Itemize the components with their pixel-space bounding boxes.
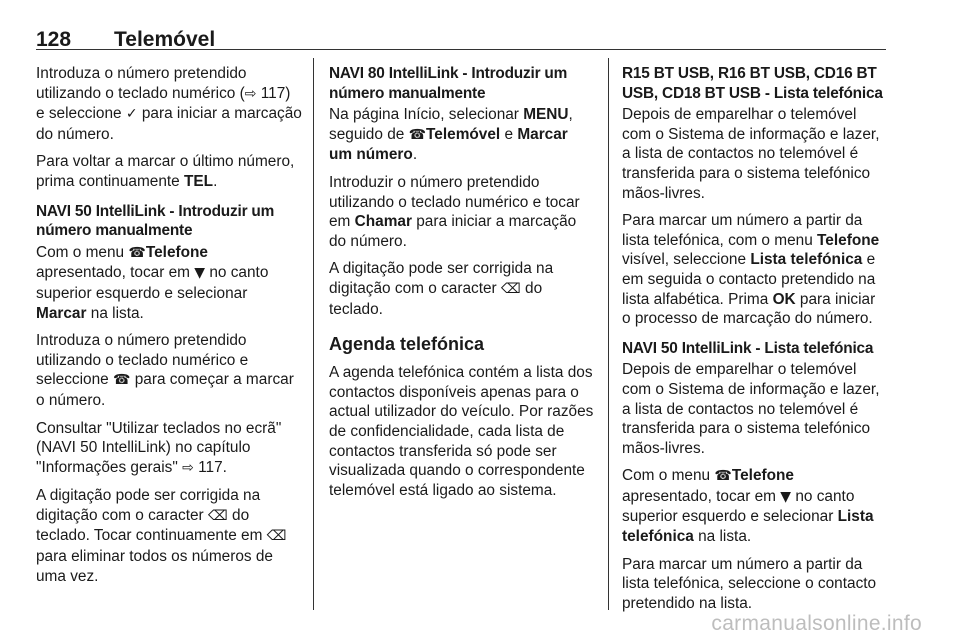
phone-icon: ☎ <box>714 468 732 485</box>
phone-icon: ☎ <box>128 244 146 261</box>
section-heading: NAVI 50 IntelliLink - Introduzir um número manualmente <box>36 202 275 240</box>
column-divider <box>313 58 314 610</box>
paragraph: Com o menu ☎Telefone apresentado, tocar em ▼ no canto superior esquerdo e selecionar Lista telefónica na lista. <box>622 467 874 546</box>
paragraph: Na página Início, selecionar MENU, seguido de ☎Telemóvel e Marcar um número. <box>329 106 573 164</box>
page-title: Telemóvel <box>114 28 216 51</box>
backspace-icon: ⌫ <box>500 280 521 297</box>
backspace-icon: ⌫ <box>207 507 228 524</box>
paragraph: Consultar "Utilizar teclados no ecrã" (NAVI 50 IntelliLink) no capítulo "Informações gerais" ⇨ 117. <box>36 419 282 476</box>
reference-arrow-icon: ⇨ <box>244 85 257 102</box>
call-icon: ✓ <box>125 106 138 123</box>
paragraph: Com o menu ☎Telefone apresentado, tocar em ▼ no canto superior esquerdo e selecionar Marcar na lista. <box>36 243 269 322</box>
paragraph: Depois de emparelhar o telemóvel com o Sistema de informação e lazer, a lista de contactos no telemóvel é transferida para o sistema telefónico mãos-livres. <box>622 106 880 202</box>
reference-arrow-icon: ⇨ <box>182 459 194 476</box>
paragraph: A digitação pode ser corrigida na digitação com o caracter ⌫ do teclado. Tocar continuamente em ⌫ para eliminar todos os números de uma vez. <box>36 487 287 585</box>
header-rule <box>36 49 886 50</box>
paragraph: Para marcar um número a partir da lista telefónica, com o menu Telefone visível, seleccione Lista telefónica e em seguida o contacto pretendido na lista alfabética. Prima OK para iniciar o processo de marcação do número. <box>622 212 880 328</box>
column-divider <box>608 58 609 610</box>
section-heading: NAVI 80 IntelliLink - Introduzir um número manualmente <box>329 65 568 102</box>
paragraph: Para marcar um número a partir da lista telefónica, seleccione o contacto pretendido na lista. <box>622 555 877 612</box>
paragraph: Depois de emparelhar o telemóvel com o Sistema de informação e lazer, a lista de contactos no telemóvel é transferida para o sistema telefónico mãos-livres. <box>622 361 880 457</box>
phone-icon: ☎ <box>408 126 427 143</box>
phone-icon: ☎ <box>113 372 131 389</box>
column-2 <box>329 64 595 508</box>
paragraph: A digitação pode ser corrigida na digitação com o caracter ⌫ do teclado. <box>329 260 554 318</box>
paragraph: Introduza o número pretendido utilizando o teclado numérico e seleccione ☎ para começar a marcar o número. <box>36 332 294 409</box>
paragraph: A agenda telefónica contém a lista dos contactos disponíveis apenas para o actual utilizador do veículo. Por razões de confidencialidade, cada lista de contactos transferida só pode ser visualizada quando o correspondente telemóvel está ligado ao sistema. <box>329 364 594 499</box>
paragraph: Introduzir o número pretendido utilizando o teclado numérico e tocar em Chamar para iniciar a marcação do número. <box>329 173 580 250</box>
chevron-down-icon: ▼ <box>194 265 206 282</box>
backspace-icon: ⌫ <box>266 528 287 545</box>
section-title: Agenda telefónica <box>329 334 485 355</box>
chevron-down-icon: ▼ <box>780 488 792 505</box>
paragraph: Para voltar a marcar o último número, prima continuamente TEL. <box>36 153 295 190</box>
paragraph: Introduza o número pretendido utilizando o teclado numérico (⇨ 117) e seleccione ✓ para iniciar a marcação do número. <box>36 65 302 143</box>
column-1 <box>36 64 302 594</box>
watermark: carmanualsonline.info <box>711 612 922 635</box>
section-heading: NAVI 50 IntelliLink - Lista telefónica <box>622 339 874 357</box>
section-heading: R15 BT USB, R16 BT USB, CD16 BT USB, CD18 BT USB - Lista telefónica <box>622 65 883 102</box>
page-number: 128 <box>36 28 72 51</box>
column-3 <box>622 64 888 621</box>
